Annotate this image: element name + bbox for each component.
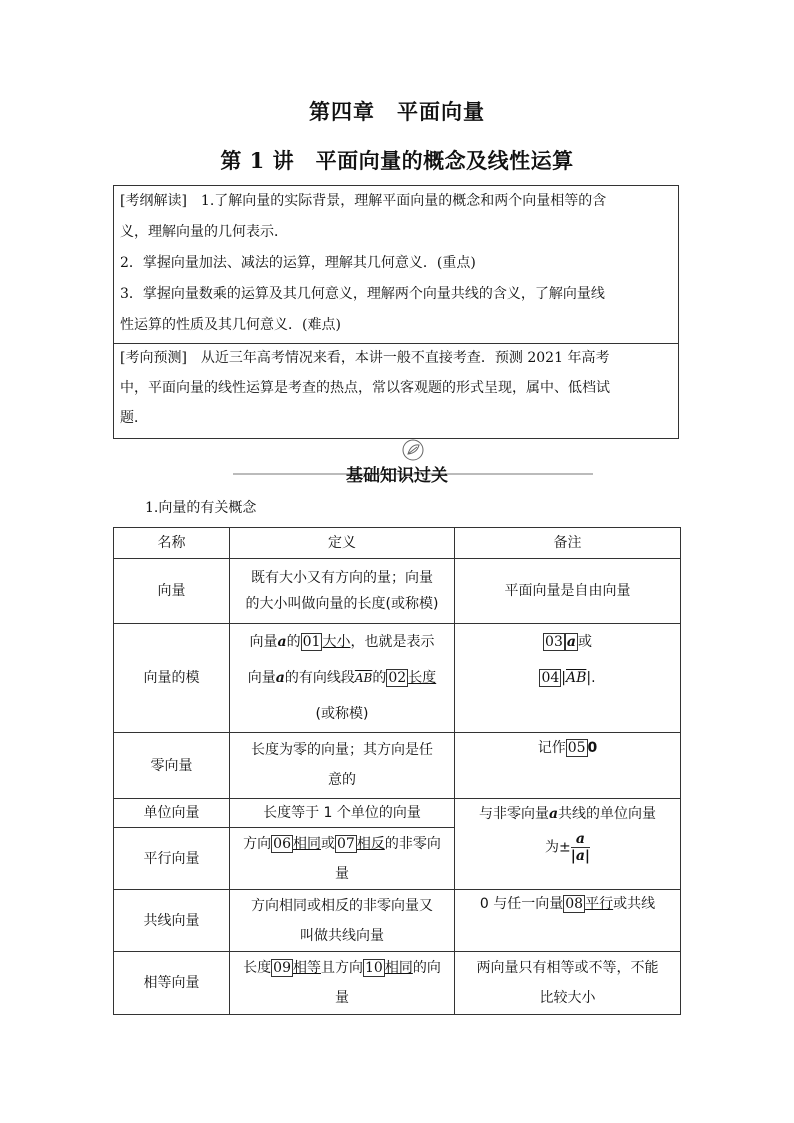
answer-text: 平行 (585, 896, 614, 912)
vector-concepts-table (113, 527, 681, 1015)
answer-text: 大小 (322, 634, 351, 650)
blank-number: 01 (302, 634, 321, 650)
definition-cell: 长度等于 1 个单位的向量 (230, 799, 455, 828)
term-cell: 向量 (114, 559, 230, 624)
blank-number: 08 (565, 896, 584, 912)
answer-text: 长度 (408, 670, 437, 686)
definition-cell (230, 952, 455, 1015)
note-cell (455, 799, 681, 890)
note-cell (455, 952, 681, 1015)
definition-line: 方向相同或相反的非零向量又 (251, 898, 433, 914)
note-line: 03 a 或 (545, 634, 592, 650)
table-row (114, 559, 681, 624)
blank-number: 04 (541, 670, 560, 686)
definition-line: 意的 (328, 772, 356, 788)
table-row (114, 890, 681, 952)
lesson-title: 第 1 讲 平面向量的概念及线性运算 (220, 148, 574, 173)
note-cell: 平面向量是自由向量 (455, 559, 681, 624)
box-divider (114, 343, 678, 344)
table-row (114, 733, 681, 799)
blank-number: 05 (567, 740, 586, 756)
note-cell: 记作 05 0 (455, 733, 681, 799)
term-cell: 共线向量 (114, 890, 230, 952)
definition-line: 长度 09 相等且方向 10 相同的向 (243, 960, 441, 976)
blank-number: 07 (337, 835, 355, 852)
chapter-title: 第四章 平面向量 (309, 99, 485, 124)
column-header: 定义 (230, 528, 455, 559)
definition-line: 既有大小又有方向的量；向量 (251, 570, 433, 586)
table-row (114, 952, 681, 1015)
term-cell: 向量的模 (114, 624, 230, 733)
fraction: $\frac{a}{|a|}$ (570, 831, 590, 864)
outline-line: [考纲解读] 1.了解向量的实际背景，理解平面向量的概念和两个向量相等的含 (120, 193, 607, 209)
forecast-line: 中，平面向量的线性运算是考查的热点，常以客观题的形式呈现，属中、低档试 (120, 380, 610, 396)
forecast-line: 题． (120, 410, 148, 426)
note-line: 两向量只有相等或不等，不能 (476, 960, 659, 976)
answer-text: 相同 (293, 835, 321, 852)
definition-line: (或称模) (315, 706, 369, 722)
note-cell (455, 624, 681, 733)
section-title: 基础知识过关 (346, 466, 448, 486)
definition-cell (230, 828, 455, 890)
definition-cell (230, 733, 455, 799)
blank-number: 06 (273, 835, 291, 852)
forecast-line: [考向预测] 从近三年高考情况来看，本讲一般不直接考查．预测 2021 年高考 (120, 350, 610, 366)
answer-text: 0 (587, 740, 598, 756)
definition-cell (230, 624, 455, 733)
definition-line: 的大小叫做向量的长度(或称模) (245, 596, 439, 612)
definition-line: 量 (335, 865, 349, 882)
definition-line: 向量a的 01 大小，也就是表示 (249, 634, 435, 650)
blank-number: 02 (388, 670, 407, 686)
note-line: 与非零向量a共线的单位向量 (478, 806, 657, 822)
definition-line: 向量a的有向线段$\overline{AB}$的 02 长度 (247, 670, 437, 686)
note-line: 为± $\frac{a}{|a|}$ (545, 831, 590, 864)
exam-outline-box (113, 185, 679, 439)
definition-line: 叫做共线向量 (300, 928, 384, 944)
vector-ab: $\overline{AB}$ (354, 671, 373, 685)
definition-line: 方向 06 相同或 07 相反的非零向 (243, 835, 441, 852)
outline-line: 2．掌握向量加法、减法的运算，理解其几何意义．(重点) (120, 255, 476, 271)
vector-ab: $\overline{AB}$ (565, 670, 587, 686)
definition-cell (230, 890, 455, 952)
table-row (114, 624, 681, 733)
definition-cell (230, 559, 455, 624)
definition-line: 量 (335, 990, 349, 1006)
term-cell: 相等向量 (114, 952, 230, 1015)
outline-line: 性运算的性质及其几何意义．(难点) (120, 317, 341, 333)
note-line: 比较大小 (539, 990, 596, 1006)
note-line: 04 $|\overline{AB}|$. (541, 670, 596, 686)
table-row (114, 799, 681, 828)
outline-line: 3．掌握向量数乘的运算及其几何意义，理解两个向量共线的含义，了解向量线 (120, 286, 605, 302)
blank-number: 03 (545, 634, 563, 650)
term-cell: 单位向量 (114, 799, 230, 828)
answer-text: 相同 (384, 960, 413, 976)
answer-text: 相等 (293, 960, 321, 976)
term-cell: 零向量 (114, 733, 230, 799)
subheading: 1.向量的有关概念 (145, 500, 257, 516)
blank-number: 10 (365, 960, 383, 976)
column-header: 名称 (114, 528, 230, 559)
table-header-row (114, 528, 681, 559)
note-cell: 0 与任一向量 08 平行或共线 (455, 890, 681, 952)
blank-number: 09 (273, 960, 291, 976)
outline-line: 义，理解向量的几何表示． (120, 224, 288, 240)
answer-text: 相反 (356, 835, 385, 852)
term-cell: 平行向量 (114, 828, 230, 890)
column-header: 备注 (455, 528, 681, 559)
definition-line: 长度为零的向量；其方向是任 (251, 742, 433, 758)
